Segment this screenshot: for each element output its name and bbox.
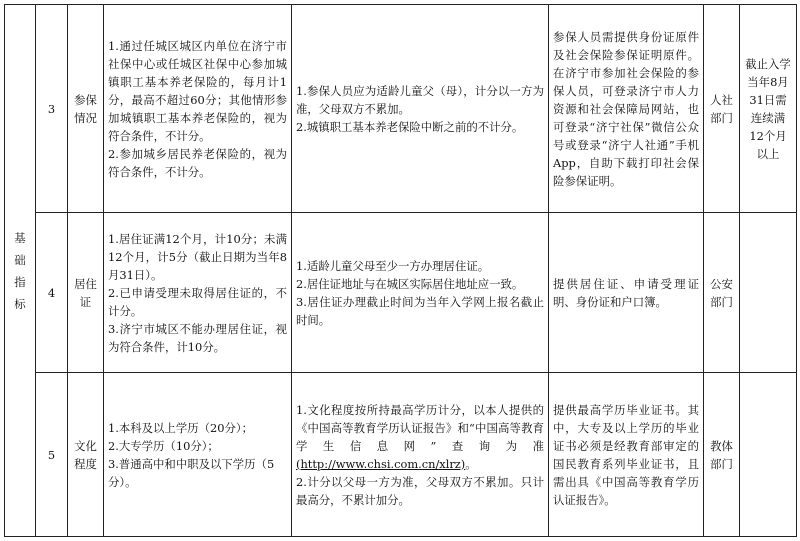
- standard-line: 2.参加城乡居民养老保险的，视为符合条件，不计分。: [108, 146, 287, 179]
- explain-line: 2.城镇职工基本养老保险中断之前的不计分。: [296, 119, 524, 134]
- row-number: 3: [36, 5, 68, 213]
- required-materials: [549, 5, 704, 213]
- explain-line: 1.参保人员应为适龄儿童父（母），计分以一方为准，父母双方不累加。: [296, 83, 544, 116]
- row-number: 4: [36, 213, 68, 373]
- item-name: 居住证: [68, 213, 104, 373]
- table-row: [5, 373, 797, 537]
- materials-text: 提供居住证、申请受理证明、身份证和户口簿。: [553, 276, 699, 309]
- remark: [740, 373, 797, 537]
- row-number: 5: [36, 373, 68, 537]
- explain-line: 3.居住证办理截止时间为当年入学网上报名截止时间。: [296, 294, 544, 327]
- standard-line: 2.大专学历（10分）；: [108, 438, 219, 453]
- standard-line: 1.居住证满12个月，计10分；未满12个月，计5分（截止日期为当年8月31日）。: [108, 231, 287, 282]
- materials-text: 参保人员需提供身份证原件及社会保险参保证明原件。在济宁市参加社会保险的参保人员，可登录济宁市人力资源和社会保障局网站，也可登录“济宁社保”微信公众号或登录“济宁人社通”手机App，自助下载打印社会保险参保证明。: [553, 29, 699, 188]
- explain-line: 1.适龄儿童父母至少一方办理居住证。: [296, 258, 490, 273]
- scoring-explanation: [292, 5, 549, 213]
- scoring-explanation: [292, 373, 549, 537]
- category-label: 基础指标: [14, 230, 26, 311]
- scoring-explanation: [292, 213, 549, 373]
- explain-line: 2.计分以父母一方为准，父母双方不累加。只计最高分，不累计加分。: [296, 474, 544, 507]
- standard-line: 3.普通高中和中职及以下学历（5分）。: [108, 456, 275, 489]
- scoring-standard: [104, 213, 292, 373]
- category-cell: [5, 5, 36, 537]
- item-name: 文化程度: [68, 373, 104, 537]
- table-row: [5, 5, 797, 213]
- standard-line: 2.已申请受理未取得居住证的，不计分。: [108, 285, 287, 318]
- explain-line: 2.居住证地址与在城区实际居住地址应一致。: [296, 276, 524, 291]
- standard-line: 1.本科及以上学历（20分）；: [108, 420, 253, 435]
- item-name: 参保情况: [68, 5, 104, 213]
- responsible-dept: 教体部门: [704, 373, 740, 537]
- required-materials: [549, 213, 704, 373]
- required-materials: [549, 373, 704, 537]
- explain-text: 1.文化程度按所持最高学历计分，以本人提供的《中国高等教育学历认证报告》和“中国高等教育学生信息网”查询为准: [296, 402, 544, 453]
- remark: 截止入学当年8月31日需连续满12个月以上: [740, 5, 797, 213]
- scoring-standard: [104, 5, 292, 213]
- standard-line: 1.通过任城区城区内单位在济宁市社保中心或任城区社保中心参加城镇职工基本养老保险的，每月计1分，最高不超过60分；其他情形参加城镇职工基本养老保险的，视为符合条件，不计分。: [108, 38, 287, 143]
- chsi-link[interactable]: (http://www.chsi.com.cn/xlrz): [296, 456, 466, 471]
- standard-line: 3.济宁市城区不能办理居住证，视为符合条件，计10分。: [108, 321, 287, 354]
- remark: [740, 213, 797, 373]
- responsible-dept: 公安部门: [704, 213, 740, 373]
- materials-text: 提供最高学历毕业证书。其中，大专及以上学历的毕业证书必须是经教育部审定的国民教育系列毕业证书，且需出具《中国高等教育学历认证报告》。: [553, 402, 699, 507]
- explain-line: [296, 401, 544, 473]
- scoring-standard: [104, 373, 292, 537]
- table-row: [5, 213, 797, 373]
- responsible-dept: 人社部门: [704, 5, 740, 213]
- explain-text-end: 。: [465, 456, 477, 471]
- criteria-table: [4, 4, 797, 537]
